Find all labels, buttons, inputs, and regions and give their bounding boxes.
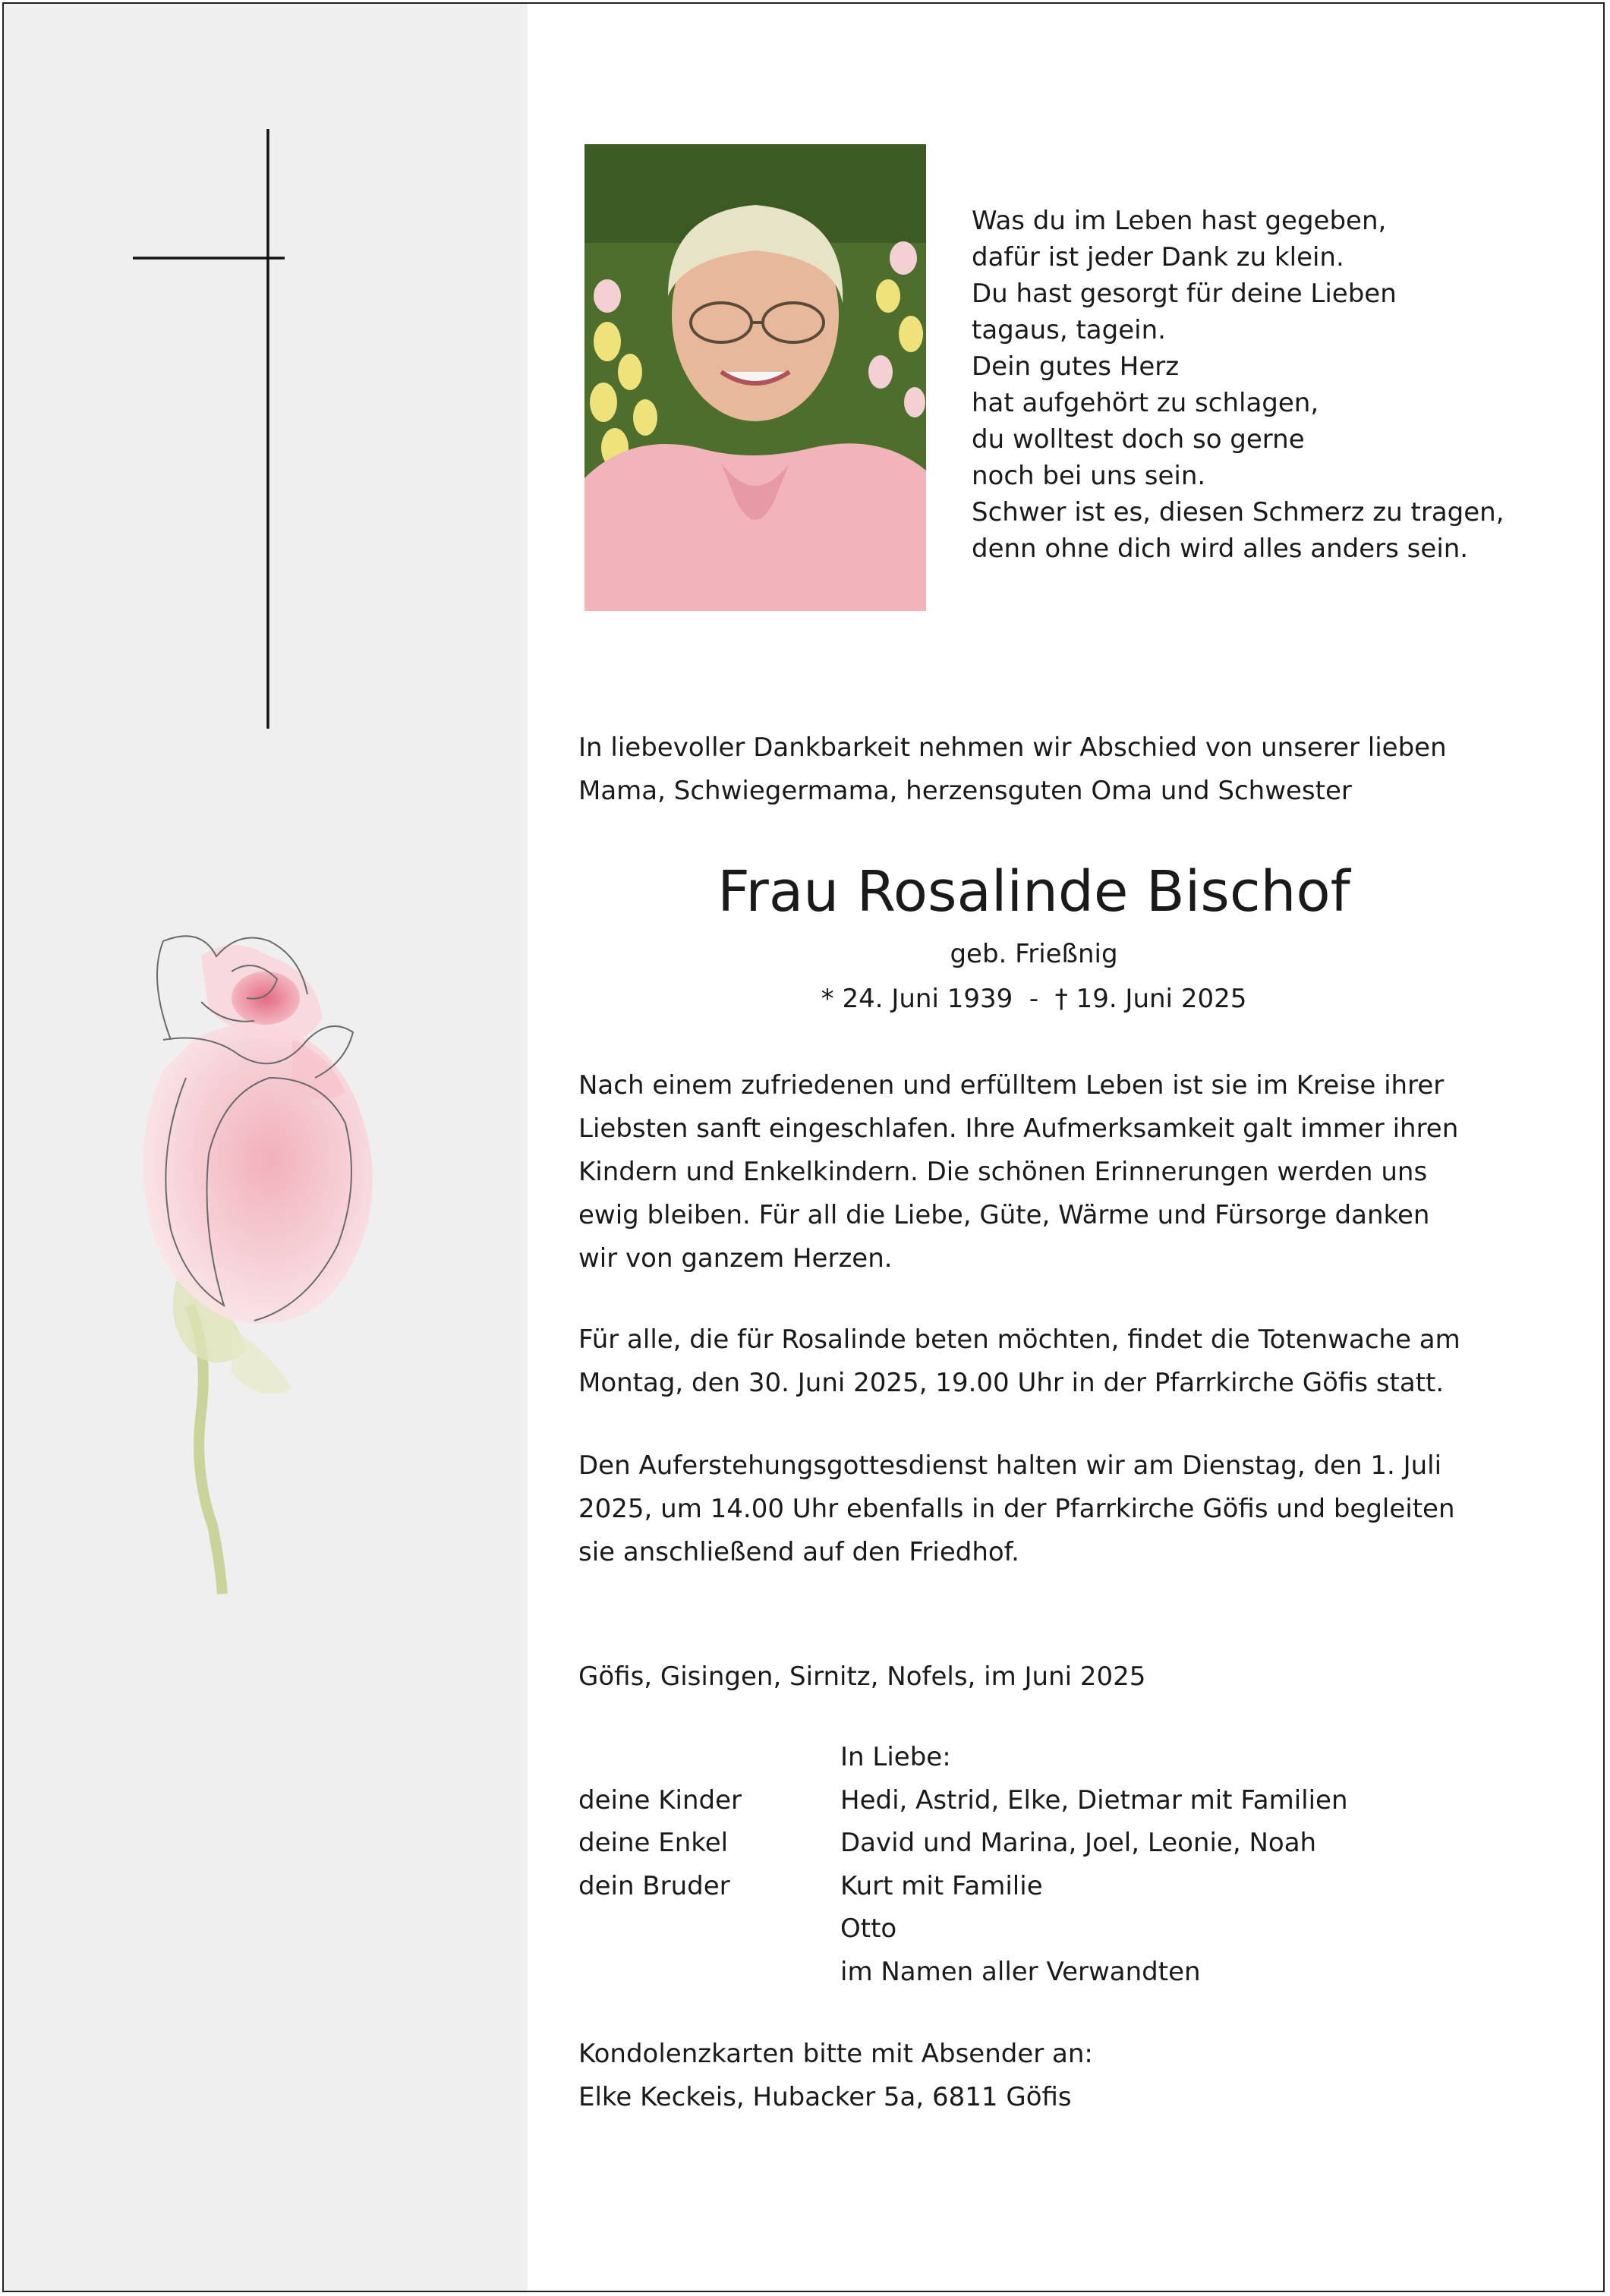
cross-icon [133, 129, 285, 729]
birth-name: geb. Frießnig [950, 939, 1118, 969]
poem-line: Was du im Leben hast gegeben, [972, 206, 1387, 236]
mourner-row [578, 1736, 1348, 1779]
paragraph-line: Kindern und Enkelkindern. Die schönen Erinnerungen werden uns [578, 1157, 1428, 1187]
paragraph-line: ewig bleiben. Für all die Liebe, Güte, Wärme und Fürsorge danken [578, 1200, 1430, 1230]
poem-line: Du hast gesorgt für deine Lieben [972, 279, 1397, 309]
poem-line: du wolltest doch so gerne [972, 424, 1305, 455]
mourner-names: In Liebe: [840, 1742, 951, 1772]
poem-line: denn ohne dich wird alles anders sein. [972, 534, 1469, 564]
intro-line: In liebevoller Dankbarkeit nehmen wir Abschied von unserer lieben [578, 732, 1447, 763]
mourner-relation: dein Bruder [578, 1870, 730, 1901]
poem-line: hat aufgehört zu schlagen, [972, 388, 1319, 418]
service-paragraph [578, 1444, 1558, 1574]
deceased-name: Frau Rosalinde Bischof [717, 859, 1350, 924]
mourner-relation [578, 1907, 840, 1951]
paragraph-line: sie anschließend auf den Friedhof. [578, 1537, 1019, 1567]
paragraph-line: Liebsten sanft eingeschlafen. Ihre Aufmerksamkeit galt immer ihren [578, 1113, 1459, 1144]
mourner-relation [578, 1736, 840, 1779]
poem-line: Dein gutes Herz [972, 351, 1180, 382]
mourner-row [578, 1779, 1348, 1822]
poem-line: tagaus, tagein. [972, 315, 1166, 345]
mourner-names: im Namen aller Verwandten [840, 1956, 1201, 1987]
mourner-names: Kurt mit Familie [840, 1870, 1043, 1901]
rose-illustration [118, 926, 421, 1609]
place-date: Göfis, Gisingen, Sirnitz, Nofels, im Juni 2025 [578, 1661, 1146, 1692]
mourners-list [578, 1736, 1348, 1993]
mourner-relation [578, 1951, 840, 1994]
contact-line: Elke Keckeis, Hubacker 5a, 6811 Göfis [578, 2082, 1072, 2112]
wake-paragraph [578, 1318, 1558, 1405]
portrait-photo [584, 144, 926, 611]
mourner-row [578, 1907, 1348, 1951]
paragraph-line: 2025, um 14.00 Uhr ebenfalls in der Pfarrkirche Göfis und begleiten [578, 1494, 1455, 1524]
paragraph-line: Montag, den 30. Juni 2025, 19.00 Uhr in der Pfarrkirche Göfis statt. [578, 1368, 1445, 1398]
intro-line: Mama, Schwiegermama, herzensguten Oma und Schwester [578, 776, 1352, 806]
intro-text [578, 726, 1558, 813]
poem-line: Schwer ist es, diesen Schmerz zu tragen, [972, 497, 1504, 528]
mourner-names: Hedi, Astrid, Elke, Dietmar mit Familien [840, 1784, 1348, 1816]
paragraph-line: Den Auferstehungsgottesdienst halten wir am Dienstag, den 1. Juli [578, 1450, 1442, 1481]
poem-line: noch bei uns sein. [972, 461, 1206, 491]
life-dates: * 24. Juni 1939 - † 19. Juni 2025 [821, 984, 1247, 1014]
mourner-names: Otto [840, 1913, 897, 1944]
decorative-sidebar [4, 4, 528, 2291]
paragraph-line: Für alle, die für Rosalinde beten möchten, findet die Totenwache am [578, 1324, 1460, 1355]
paragraph-line: wir von ganzem Herzen. [578, 1243, 893, 1274]
condolence-contact [578, 2033, 1558, 2119]
mourner-row [578, 1865, 1348, 1908]
poem [972, 203, 1579, 567]
paragraph-line: Nach einem zufriedenen und erfülltem Leben ist sie im Kreise ihrer [578, 1070, 1445, 1101]
mourner-row [578, 1951, 1348, 1994]
contact-line: Kondolenzkarten bitte mit Absender an: [578, 2039, 1093, 2069]
tribute-paragraph [578, 1064, 1558, 1280]
mourner-relation: deine Kinder [578, 1784, 742, 1816]
obituary-page [2, 2, 1605, 2292]
poem-line: dafür ist jeder Dank zu klein. [972, 242, 1344, 272]
mourner-names: David und Marina, Joel, Leonie, Noah [840, 1828, 1317, 1858]
mourner-row [578, 1822, 1348, 1865]
mourner-relation: deine Enkel [578, 1828, 729, 1858]
